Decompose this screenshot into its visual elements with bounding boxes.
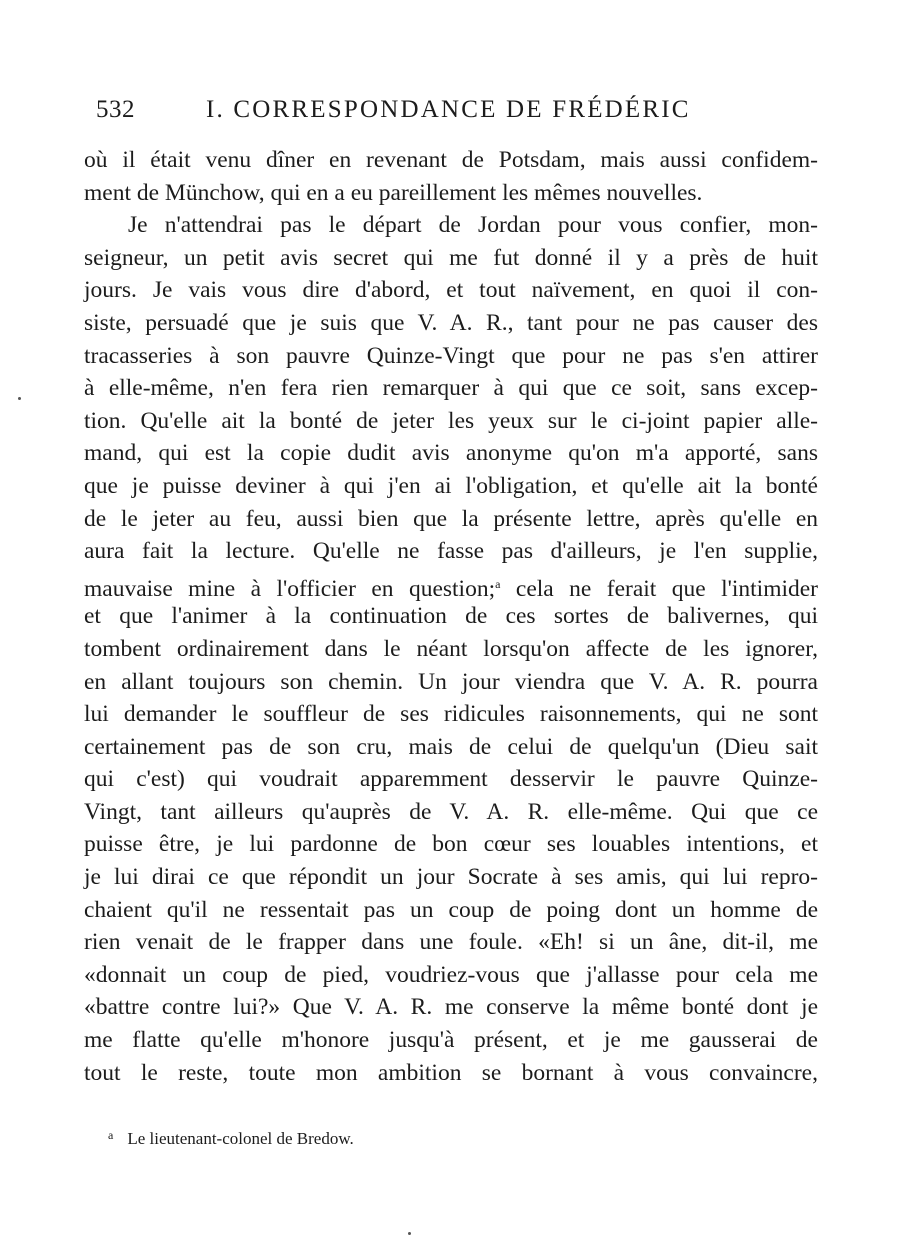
text-line: rien venait de le frapper dans une foule. «Eh! si un âne, dit-il, me — [84, 929, 818, 956]
page-header — [96, 96, 816, 132]
text-line: de le jeter au feu, aussi bien que la présente lettre, après qu'elle en — [84, 505, 818, 532]
text-line: siste, persuadé que je suis que V. A. R., tant pour ne pas causer des — [84, 309, 818, 336]
text-line-with-footnote-mark — [84, 568, 818, 601]
text-line: que je puisse deviner à qui j'en ai l'obligation, et qu'elle ait la bonté — [84, 472, 818, 499]
text-line: où il était venu dîner en revenant de Potsdam, mais aussi confidem- — [84, 147, 818, 173]
footnote — [108, 1128, 808, 1149]
body-text — [84, 144, 818, 1089]
text-line: seigneur, un petit avis secret qui me fut donné il y a près de huit — [84, 244, 818, 271]
text-segment: cela ne ferait que l'intimider — [515, 575, 819, 602]
margin-speck — [18, 397, 21, 400]
text-line: «battre contre lui?» Que V. A. R. me conserve la même bonté dont je — [84, 994, 818, 1021]
text-line: «donnait un coup de pied, voudriez-vous que j'allasse pour cela me — [84, 961, 818, 988]
text-line: en allant toujours son chemin. Un jour viendra que V. A. R. pourra — [84, 668, 818, 695]
page-number: 532 — [96, 96, 135, 123]
text-line: Vingt, tant ailleurs qu'auprès de V. A. R. elle-même. Qui que ce — [84, 798, 818, 825]
text-line: tout le reste, toute mon ambition se bornant à vous convaincre, — [84, 1059, 818, 1086]
text-line: ment de Münchow, qui en a eu pareillement les mêmes nouvelles. — [84, 179, 703, 206]
text-line: jours. Je vais vous dire d'abord, et tout naïvement, en quoi il con- — [84, 277, 818, 304]
text-line: et que l'animer à la continuation de ces sortes de balivernes, qui — [84, 603, 818, 630]
footnote-text: Le lieutenant-colonel de Bredow. — [127, 1129, 354, 1148]
text-line: tion. Qu'elle ait la bonté de jeter les yeux sur le ci-joint papier alle- — [84, 407, 818, 434]
text-line: me flatte qu'elle m'honore jusqu'à présent, et je me gausserai de — [84, 1027, 818, 1054]
text-line: je lui dirai ce que répondit un jour Socrate à ses amis, qui lui repro- — [84, 864, 818, 891]
text-line: puisse être, je lui pardonne de bon cœur ses louables intentions, et — [84, 831, 818, 858]
text-line: à elle-même, n'en fera rien remarquer à qui que ce soit, sans excep- — [84, 375, 818, 402]
text-line: tombent ordinairement dans le néant lorsqu'on affecte de les ignorer, — [84, 635, 818, 662]
running-title: I. CORRESPONDANCE DE FRÉDÉRIC — [206, 96, 691, 123]
text-segment: mauvaise mine à l'officier en question; — [84, 575, 496, 602]
footnote-letter: a — [108, 1128, 114, 1142]
text-line: aura fait la lecture. Qu'elle ne fasse pas d'ailleurs, je l'en supplie, — [84, 538, 818, 565]
text-line: lui demander le souffleur de ses ridicules raisonnements, qui ne sont — [84, 701, 818, 728]
text-line: Je n'attendrai pas le départ de Jordan pour vous confier, mon- — [128, 212, 818, 239]
text-line: mand, qui est la copie dudit avis anonyme qu'on m'a apporté, sans — [84, 440, 818, 467]
bottom-speck — [408, 1232, 411, 1235]
text-line: chaient qu'il ne ressentait pas un coup de poing dont un homme de — [84, 896, 818, 923]
text-line: certainement pas de son cru, mais de celui de quelqu'un (Dieu sait — [84, 733, 818, 760]
footnote-reference: a — [495, 576, 501, 591]
text-line: tracasseries à son pauvre Quinze-Vingt que pour ne pas s'en attirer — [84, 342, 818, 369]
text-line: qui c'est) qui voudrait apparemment desservir le pauvre Quinze- — [84, 766, 818, 793]
